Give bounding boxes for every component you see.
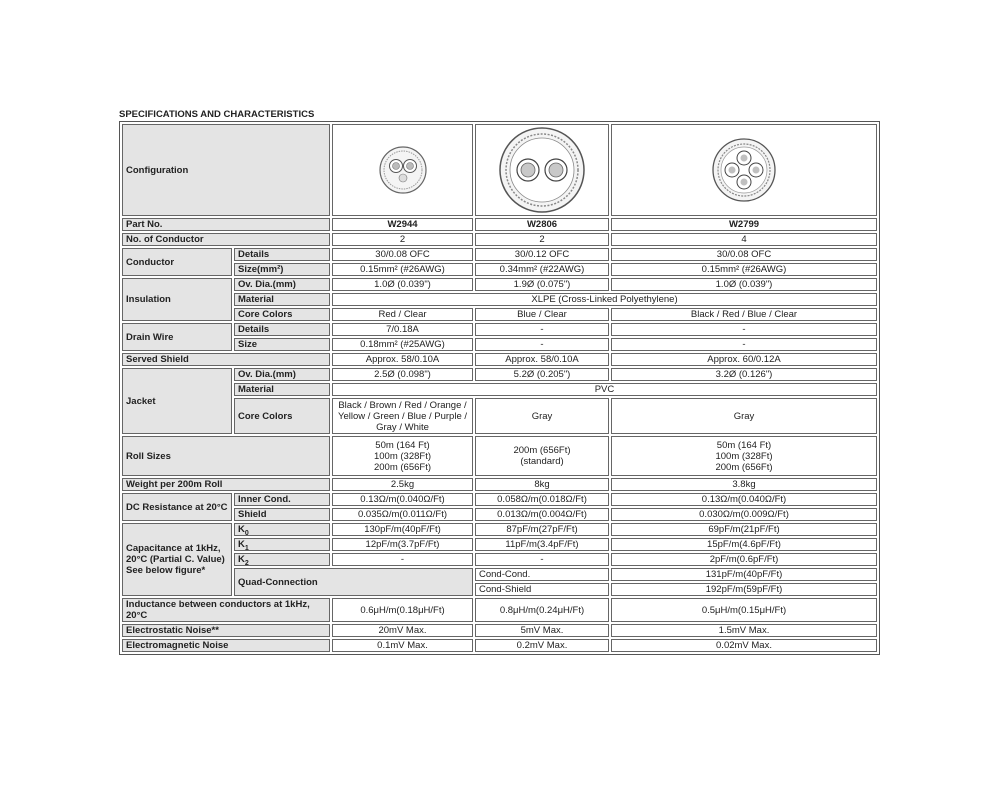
table-cell: 0.13Ω/m(0.040Ω/Ft) <box>332 493 473 506</box>
table-cell: 131pF/m(40pF/Ft) <box>611 568 877 581</box>
electromagnetic-row <box>122 639 877 652</box>
part-w2799: W2799 <box>611 218 877 231</box>
roll-size-line: 200m (656Ft) <box>373 461 432 473</box>
roll-sizes-row <box>122 436 877 476</box>
table-cell: 2.5Ø (0.098") <box>332 368 473 381</box>
electrostatic-label: Electrostatic Noise** <box>122 624 330 637</box>
quad-cond-cond-row <box>122 568 877 581</box>
table-cell: 2 <box>332 233 473 246</box>
cable-2-core-large-icon <box>498 126 586 214</box>
table-cell: 1.0Ø (0.039") <box>332 278 473 291</box>
k-subscript: 0 <box>244 529 249 537</box>
cond-shield-label: Cond-Shield <box>475 583 609 596</box>
insulation-colors-row <box>122 308 877 321</box>
no-conductor-label: No. of Conductor <box>122 233 330 246</box>
part-no-label: Part No. <box>122 218 330 231</box>
table-cell: 2pF/m(0.6pF/Ft) <box>611 553 877 566</box>
roll-size-line: 50m (164 Ft) <box>716 439 772 451</box>
capacitance-label: Capacitance at 1kHz, 20°C (Partial C. Value) See below figure* <box>122 523 232 596</box>
table-cell: 0.5μH/m(0.15μH/Ft) <box>611 598 877 622</box>
table-cell <box>332 436 473 476</box>
w2799-cross-section <box>611 124 877 216</box>
table-cell: 30/0.08 OFC <box>611 248 877 261</box>
conductor-details-row <box>122 248 877 261</box>
table-cell: Approx. 60/0.12A <box>611 353 877 366</box>
ov-dia-label: Ov. Dia.(mm) <box>234 278 330 291</box>
table-cell <box>611 436 877 476</box>
table-cell: 0.058Ω/m(0.018Ω/Ft) <box>475 493 609 506</box>
table-cell <box>475 436 609 476</box>
roll-size-line: 50m (164 Ft) <box>375 439 430 451</box>
insulation-ovdia-row <box>122 278 877 291</box>
table-cell: 20mV Max. <box>332 624 473 637</box>
roll-size-line: 200m (656Ft) <box>513 445 571 456</box>
k0-row <box>122 523 877 536</box>
details-label: Details <box>234 248 330 261</box>
roll-size-line: 200m (656Ft) <box>715 461 773 473</box>
table-cell: 15pF/m(4.6pF/Ft) <box>611 538 877 551</box>
table-cell: 69pF/m(21pF/Ft) <box>611 523 877 536</box>
table-cell: - <box>611 323 877 336</box>
table-cell: Approx. 58/0.10A <box>475 353 609 366</box>
table-cell: 0.34mm² (#22AWG) <box>475 263 609 276</box>
table-cell: 1.5mV Max. <box>611 624 877 637</box>
k-subscript: 2 <box>244 559 249 567</box>
part-w2806: W2806 <box>475 218 609 231</box>
k0-label <box>234 523 330 536</box>
table-cell: 0.1mV Max. <box>332 639 473 652</box>
jacket-ovdia-row <box>122 368 877 381</box>
quad-connection-label: Quad-Connection <box>234 568 473 596</box>
roll-sizes-label: Roll Sizes <box>122 436 330 476</box>
table-cell: - <box>332 553 473 566</box>
inner-cond-label: Inner Cond. <box>234 493 330 506</box>
table-cell: 30/0.12 OFC <box>475 248 609 261</box>
k-letter: K <box>238 539 245 550</box>
material-label: Material <box>234 293 330 306</box>
no-conductor-row <box>122 233 877 246</box>
conductor-label: Conductor <box>122 248 232 276</box>
w2944-cross-section <box>332 124 473 216</box>
table-cell: 0.035Ω/m(0.011Ω/Ft) <box>332 508 473 521</box>
table-cell: 0.02mV Max. <box>611 639 877 652</box>
details-label: Details <box>234 323 330 336</box>
electrostatic-row <box>122 624 877 637</box>
table-cell: 3.2Ø (0.126") <box>611 368 877 381</box>
table-cell: - <box>611 338 877 351</box>
table-cell: - <box>475 323 609 336</box>
inductance-label: Inductance between conductors at 1kHz, 20°C <box>122 598 330 622</box>
table-cell: 2.5kg <box>332 478 473 491</box>
table-cell: Gray <box>611 398 877 434</box>
configuration-label: Configuration <box>122 124 330 216</box>
jacket-material-row <box>122 383 877 396</box>
k-letter: K <box>238 554 245 565</box>
roll-size-line: 100m (328Ft) <box>715 450 773 462</box>
insulation-material-row <box>122 293 877 306</box>
size-label: Size <box>234 338 330 351</box>
electromagnetic-label: Electromagnetic Noise <box>122 639 330 652</box>
roll-size-line: 100m (328Ft) <box>373 450 432 462</box>
table-cell: 0.15mm² (#26AWG) <box>332 263 473 276</box>
inductance-row <box>122 598 877 622</box>
k1-label <box>234 538 330 551</box>
cable-2-core-icon <box>378 145 428 195</box>
jacket-label: Jacket <box>122 368 232 434</box>
drain-details-row <box>122 323 877 336</box>
table-cell: Black / Red / Blue / Clear <box>611 308 877 321</box>
table-cell: 0.013Ω/m(0.004Ω/Ft) <box>475 508 609 521</box>
weight-row <box>122 478 877 491</box>
ov-dia-label: Ov. Dia.(mm) <box>234 368 330 381</box>
table-cell: 4 <box>611 233 877 246</box>
table-cell: Red / Clear <box>332 308 473 321</box>
table-cell: Gray <box>475 398 609 434</box>
table-cell: 2 <box>475 233 609 246</box>
part-w2944: W2944 <box>332 218 473 231</box>
drain-wire-label: Drain Wire <box>122 323 232 351</box>
table-cell: Approx. 58/0.10A <box>332 353 473 366</box>
part-no-row <box>122 218 877 231</box>
dc-shield-row <box>122 508 877 521</box>
table-cell: 5.2Ø (0.205") <box>475 368 609 381</box>
roll-size-line: (standard) <box>520 456 564 467</box>
cable-4-core-icon <box>711 137 777 203</box>
table-cell: 5mV Max. <box>475 624 609 637</box>
core-colors-label: Core Colors <box>234 398 330 434</box>
dc-resistance-label: DC Resistance at 20°C <box>122 493 232 521</box>
table-cell: Blue / Clear <box>475 308 609 321</box>
size-mm2-label: Size(mm²) <box>234 263 330 276</box>
table-cell: 192pF/m(59pF/Ft) <box>611 583 877 596</box>
configuration-row <box>122 124 877 216</box>
material-label: Material <box>234 383 330 396</box>
table-cell: 0.030Ω/m(0.009Ω/Ft) <box>611 508 877 521</box>
table-cell: 0.6μH/m(0.18μH/Ft) <box>332 598 473 622</box>
table-cell: 3.8kg <box>611 478 877 491</box>
spec-table <box>119 121 880 655</box>
table-cell: - <box>475 338 609 351</box>
w2806-cross-section <box>475 124 609 216</box>
jacket-colors-row <box>122 398 877 434</box>
table-cell: 87pF/m(27pF/Ft) <box>475 523 609 536</box>
k-letter: K <box>238 524 245 535</box>
cond-cond-label: Cond-Cond. <box>475 568 609 581</box>
k-subscript: 1 <box>244 544 249 552</box>
table-cell: XLPE (Cross-Linked Polyethylene) <box>332 293 877 306</box>
table-cell: 130pF/m(40pF/Ft) <box>332 523 473 536</box>
table-cell: 11pF/m(3.4pF/Ft) <box>475 538 609 551</box>
table-cell: 1.0Ø (0.039") <box>611 278 877 291</box>
drain-size-row <box>122 338 877 351</box>
core-colors-label: Core Colors <box>234 308 330 321</box>
k2-label <box>234 553 330 566</box>
table-cell: 0.13Ω/m(0.040Ω/Ft) <box>611 493 877 506</box>
table-cell: - <box>475 553 609 566</box>
table-cell: 0.15mm² (#26AWG) <box>611 263 877 276</box>
table-cell: 30/0.08 OFC <box>332 248 473 261</box>
table-cell: 0.18mm² (#25AWG) <box>332 338 473 351</box>
table-cell: 12pF/m(3.7pF/Ft) <box>332 538 473 551</box>
k2-row <box>122 553 877 566</box>
table-cell: 8kg <box>475 478 609 491</box>
page-title: SPECIFICATIONS AND CHARACTERISTICS <box>119 109 315 120</box>
dc-inner-row <box>122 493 877 506</box>
weight-label: Weight per 200m Roll <box>122 478 330 491</box>
table-cell: 7/0.18A <box>332 323 473 336</box>
k1-row <box>122 538 877 551</box>
served-shield-label: Served Shield <box>122 353 330 366</box>
served-shield-row <box>122 353 877 366</box>
conductor-size-row <box>122 263 877 276</box>
table-cell: 0.2mV Max. <box>475 639 609 652</box>
table-cell: 0.8μH/m(0.24μH/Ft) <box>475 598 609 622</box>
table-cell: PVC <box>332 383 877 396</box>
table-cell: Black / Brown / Red / Orange / Yellow / Green / Blue / Purple / Gray / White <box>332 398 473 434</box>
table-cell: 1.9Ø (0.075") <box>475 278 609 291</box>
shield-label: Shield <box>234 508 330 521</box>
insulation-label: Insulation <box>122 278 232 321</box>
